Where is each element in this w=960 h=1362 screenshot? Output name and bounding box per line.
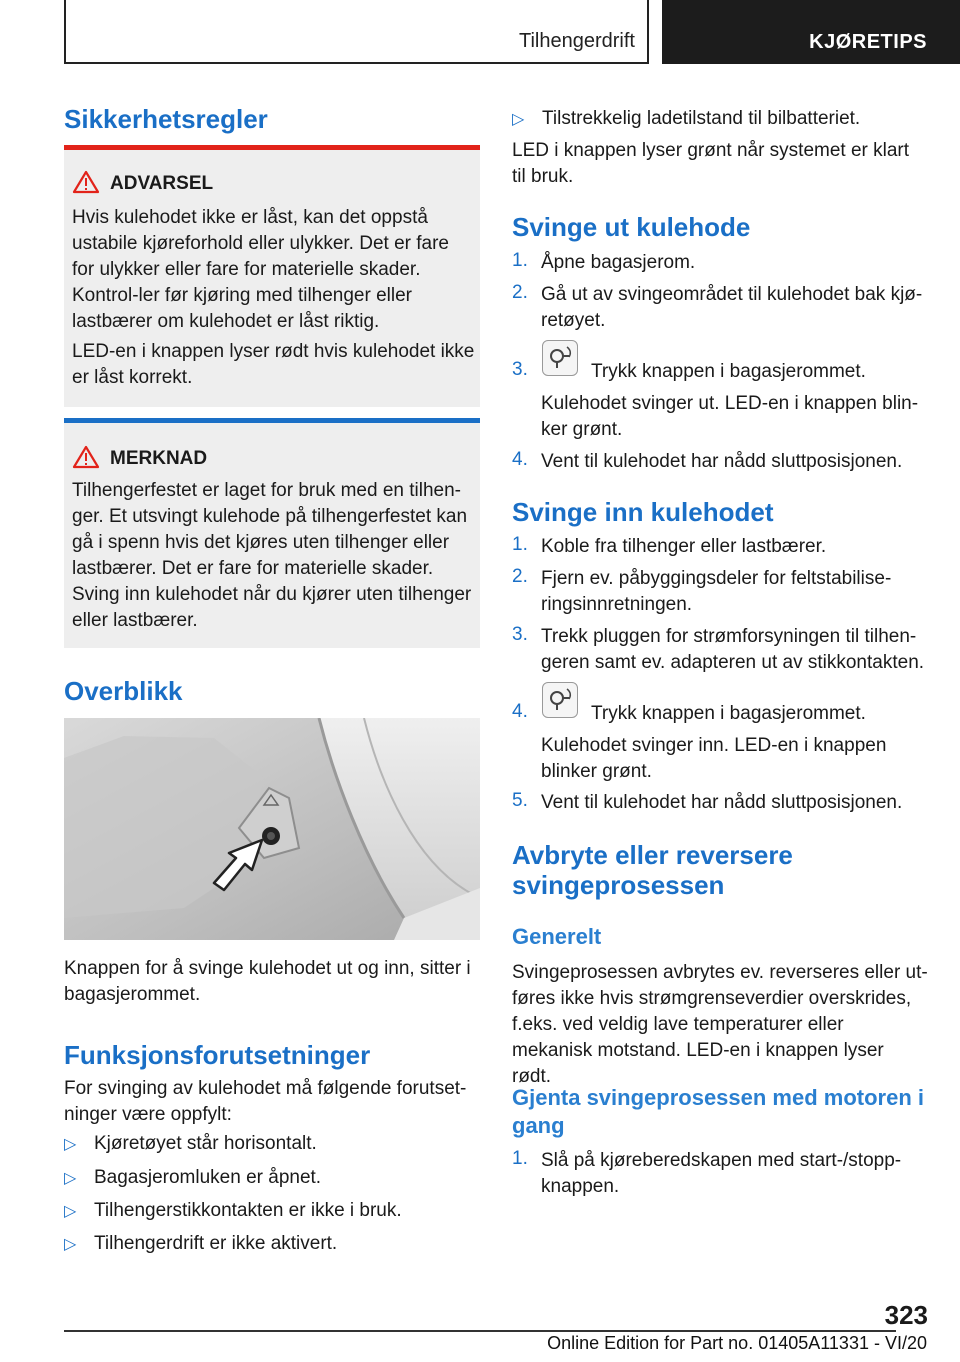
bullet-icon: ▷ <box>64 1236 77 1253</box>
footer-edition: Online Edition for Part no. 01405A11331 - VI/20 <box>547 1333 927 1353</box>
warning-text-1: Hvis kulehodet ikke er låst, kan det oppstå ustabile kjøreforhold eller ulykker. Det er fare for ulykker eller fare for materielle skader. Kontrol-ler før kjøring med tilhenger eller lastbærer om kulehodet er låst riktig. <box>72 207 449 332</box>
heading-swing-in: Svinge inn kulehodet <box>512 497 774 527</box>
heading-general: Generelt <box>512 924 602 949</box>
in-step-4-result: Kulehodet svinger inn. LED-en i knappen blinker grønt. <box>541 735 887 782</box>
step-number: 4. <box>512 449 528 470</box>
note-bar <box>64 418 480 423</box>
step-number: 4. <box>512 701 528 722</box>
page-number: 323 <box>884 1300 928 1330</box>
tow-hitch-button-icon <box>542 682 578 718</box>
repeat-step-1: Slå på kjøreberedskapen med start-/stopp-knappen. <box>541 1150 902 1197</box>
tow-hitch-button-icon <box>542 340 578 376</box>
prereq-item-2: Bagasjeromluken er åpnet. <box>94 1167 322 1188</box>
note-triangle-icon <box>72 445 100 469</box>
heading-prerequisites: Funksjonsforutsetninger <box>64 1040 371 1070</box>
note-box <box>64 418 480 648</box>
heading-safety: Sikkerhetsregler <box>64 104 268 134</box>
prerequisites-intro: For svinging av kulehodet må følgende forutset-ninger være oppfylt: <box>64 1078 467 1125</box>
in-step-3: Trekk pluggen for strømforsyningen til tilhen-geren samt ev. adapteren ut av stikkontakten. <box>541 626 925 673</box>
step-number: 2. <box>512 282 528 303</box>
step-number: 1. <box>512 250 528 271</box>
step-number: 2. <box>512 566 528 587</box>
out-step-2: Gå ut av svingeområdet til kulehodet bak kjø-retøyet. <box>541 284 923 331</box>
heading-abort-reverse: Avbryte eller reversere svingeprosessen <box>512 840 793 900</box>
chapter-label: KJØRETIPS <box>809 31 927 53</box>
prereq-item-4: Tilhengerdrift er ikke aktivert. <box>94 1233 338 1254</box>
heading-swing-out: Svinge ut kulehode <box>512 212 751 242</box>
step-number: 3. <box>512 624 528 645</box>
warning-text-2: LED-en i knappen lyser rødt hvis kulehodet ikke er låst korrekt. <box>72 341 475 388</box>
in-step-4: Trykk knappen i bagasjerommet. <box>591 703 866 724</box>
bullet-icon: ▷ <box>64 1170 77 1187</box>
bullet-icon: ▷ <box>64 1136 77 1153</box>
step-number: 3. <box>512 359 528 380</box>
warning-title: ADVARSEL <box>110 173 214 194</box>
heading-overview: Overblikk <box>64 676 183 706</box>
photo-caption: Knappen for å svinge kulehodet ut og inn, sitter i bagasjerommet. <box>64 958 471 1005</box>
in-step-2: Fjern ev. påbyggingsdeler for feltstabilise-ringsinnretningen. <box>541 568 892 615</box>
in-step-1: Koble fra tilhenger eller lastbærer. <box>541 536 827 557</box>
footer-rule <box>64 1330 896 1332</box>
out-step-3: Trykk knappen i bagasjerommet. <box>591 361 866 382</box>
out-step-4: Vent til kulehodet har nådd sluttposisjonen. <box>541 451 903 472</box>
step-number: 5. <box>512 790 528 811</box>
warning-box <box>64 145 480 407</box>
step-number: 1. <box>512 534 528 555</box>
prereq-item-5: Tilstrekkelig ladetilstand til bilbatteriet. <box>542 108 861 129</box>
in-step-5: Vent til kulehodet har nådd sluttposisjonen. <box>541 792 903 813</box>
note-text: Tilhengerfestet er laget for bruk med en tilhen-ger. Et utsvingt kulehode på tilhengerfestet kan gå i spenn hvis det kjøres uten tilhenger eller lastbærer. Det er fare for materielle skader. Sving inn kulehodet når du kjører uten tilhenger eller lastbærer. <box>72 480 472 631</box>
prereq-item-3: Tilhengerstikkontakten er ikke i bruk. <box>94 1200 402 1221</box>
prereq-item-1: Kjøretøyet står horisontalt. <box>94 1133 317 1154</box>
bullet-icon: ▷ <box>64 1203 77 1220</box>
out-step-3-result: Kulehodet svinger ut. LED-en i knappen blin-ker grønt. <box>541 393 919 440</box>
general-text: Svingeprosessen avbrytes ev. reverseres eller ut-føres ikke hvis strømgrenseverdier overskrides, f.eks. ved veldig lave temperaturer eller mekanisk motstand. LED-en i knappen lyser rødt. <box>512 962 928 1087</box>
trunk-illustration <box>64 718 480 940</box>
header-section-title: Tilhengerdrift <box>519 30 635 52</box>
note-title: MERKNAD <box>110 448 208 469</box>
warning-bar <box>64 145 480 150</box>
bullet-icon: ▷ <box>512 111 525 128</box>
heading-repeat: Gjenta svingeprosessen med motoren i gang <box>512 1085 925 1138</box>
trunk-button-photo <box>64 718 480 940</box>
step-number: 1. <box>512 1148 528 1169</box>
warning-triangle-icon <box>72 170 100 194</box>
out-step-1: Åpne bagasjerom. <box>541 252 696 273</box>
header-chapter-tab <box>662 0 960 64</box>
led-ready-text: LED i knappen lyser grønt når systemet er klart til bruk. <box>512 140 910 187</box>
